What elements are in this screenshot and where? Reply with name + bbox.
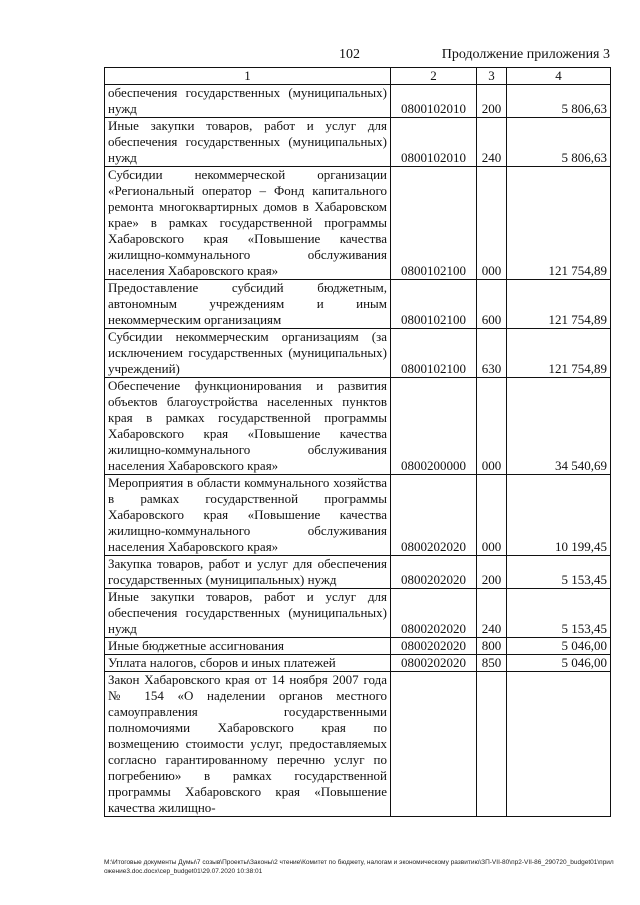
row-code: 0800202020 — [391, 589, 477, 638]
row-code: 0800202020 — [391, 556, 477, 589]
column-header: 3 — [477, 68, 507, 85]
budget-table — [104, 67, 611, 817]
row-description: Обеспечение функционирования и развития объектов благоустройства населенных пунктов края в рамках государственной программы Хабаровского края «Повышение качества жилищно-коммунального обслуживания населения Хабаровского края» — [105, 378, 391, 475]
table-row — [105, 589, 611, 638]
row-type: 600 — [477, 280, 507, 329]
row-description: обеспечения государственных (муниципальных) нужд — [105, 85, 391, 118]
row-description: Субсидии некоммерческим организациям (за исключением государственных (муниципальных) учреждений) — [105, 329, 391, 378]
row-type — [477, 672, 507, 817]
table-row — [105, 118, 611, 167]
table-row — [105, 280, 611, 329]
row-type: 200 — [477, 556, 507, 589]
row-code — [391, 672, 477, 817]
row-type: 200 — [477, 85, 507, 118]
row-amount: 5 046,00 — [507, 655, 611, 672]
row-type: 000 — [477, 167, 507, 280]
row-code: 0800102100 — [391, 329, 477, 378]
row-code: 0800102010 — [391, 85, 477, 118]
row-description: Иные бюджетные ассигнования — [105, 638, 391, 655]
row-amount: 5 153,45 — [507, 556, 611, 589]
table-row — [105, 672, 611, 817]
column-header: 1 — [105, 68, 391, 85]
table-row — [105, 655, 611, 672]
row-code: 0800202020 — [391, 475, 477, 556]
table-row — [105, 85, 611, 118]
row-code: 0800202020 — [391, 638, 477, 655]
row-description: Предоставление субсидий бюджетным, автономным учреждениям и иным некоммерческим организациям — [105, 280, 391, 329]
row-amount — [507, 672, 611, 817]
row-amount: 10 199,45 — [507, 475, 611, 556]
table-row — [105, 556, 611, 589]
table-row — [105, 167, 611, 280]
row-amount: 5 806,63 — [507, 118, 611, 167]
row-type: 240 — [477, 589, 507, 638]
row-description: Закон Хабаровского края от 14 ноября 2007 года № 154 «О наделении органов местного самоуправления государственными полномочиями Хабаровского края по возмещению стоимости услуг, предоставляемых согласно гарантированному перечню услуг по погребению» в рамках государственной программы Хабаровского края «Повышение качества жилищно- — [105, 672, 391, 817]
row-code: 0800202020 — [391, 655, 477, 672]
row-amount: 5 806,63 — [507, 85, 611, 118]
row-code: 0800102010 — [391, 118, 477, 167]
continuation-label: Продолжение приложения 3 — [441, 47, 610, 62]
row-description: Мероприятия в области коммунального хозяйства в рамках государственной программы Хабаровского края «Повышение качества жилищно-коммунального обслуживания населения Хабаровского края» — [105, 475, 391, 556]
row-type: 000 — [477, 475, 507, 556]
row-amount: 121 754,89 — [507, 167, 611, 280]
row-type: 800 — [477, 638, 507, 655]
table-header-row — [105, 68, 611, 85]
row-amount: 34 540,69 — [507, 378, 611, 475]
row-type: 000 — [477, 378, 507, 475]
row-code: 0800102100 — [391, 280, 477, 329]
row-description: Иные закупки товаров, работ и услуг для обеспечения государственных (муниципальных) нужд — [105, 118, 391, 167]
row-amount: 121 754,89 — [507, 329, 611, 378]
row-description: Уплата налогов, сборов и иных платежей — [105, 655, 391, 672]
row-amount: 5 153,45 — [507, 589, 611, 638]
row-amount: 5 046,00 — [507, 638, 611, 655]
row-code: 0800200000 — [391, 378, 477, 475]
column-header: 2 — [391, 68, 477, 85]
table-row — [105, 638, 611, 655]
table-row — [105, 475, 611, 556]
row-type: 240 — [477, 118, 507, 167]
row-type: 850 — [477, 655, 507, 672]
page-number: 102 — [339, 47, 360, 62]
row-amount: 121 754,89 — [507, 280, 611, 329]
row-description: Закупка товаров, работ и услуг для обеспечения государственных (муниципальных) нужд — [105, 556, 391, 589]
table-row — [105, 329, 611, 378]
row-type: 630 — [477, 329, 507, 378]
row-description: Иные закупки товаров, работ и услуг для обеспечения государственных (муниципальных) нужд — [105, 589, 391, 638]
table-row — [105, 378, 611, 475]
row-description: Субсидии некоммерческой организации «Региональный оператор – Фонд капитального ремонта многоквартирных домов в Хабаровском крае» в рамках государственной программы Хабаровского края «Повышение качества жилищно-коммунального обслуживания населения Хабаровского края» — [105, 167, 391, 280]
footer-file-path: M:\Итоговые документы Думы\7 созыв\Проекты\Законы\2 чтение\Комитет по бюджету, налогам и экономическому развитию\ЗП-VII-80\пр2-VII-86_290720_budget01\приложение3.doc.docx\сер_budget01\29.07.2020 10:38:01 — [104, 859, 614, 875]
row-code: 0800102100 — [391, 167, 477, 280]
column-header: 4 — [507, 68, 611, 85]
